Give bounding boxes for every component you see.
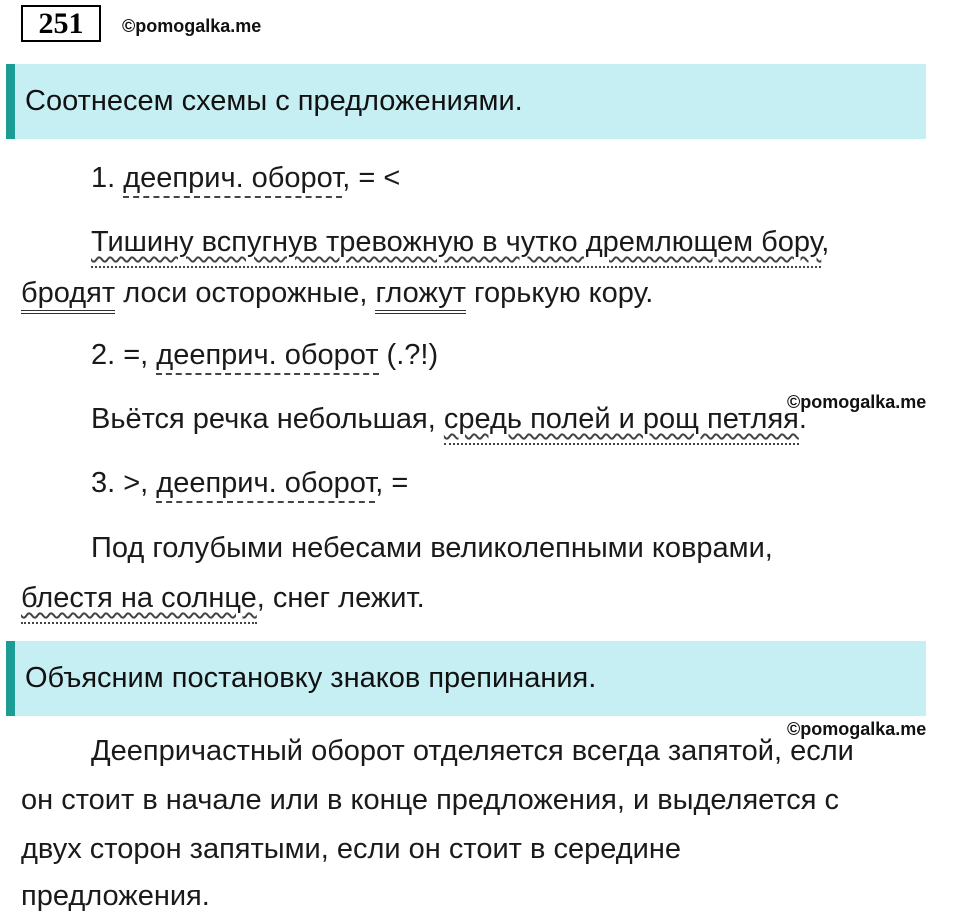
- watermark: ©pomogalka.me: [787, 719, 927, 739]
- scheme-oborot: дееприч. оборот: [156, 339, 378, 375]
- sentence-3-line-2: [21, 582, 425, 615]
- scheme-suffix: (.?!): [378, 339, 439, 371]
- scheme-suffix: , = <: [342, 162, 401, 194]
- sentence-text: , снег лежит.: [256, 582, 425, 614]
- watermark: ©pomogalka.me: [122, 16, 262, 36]
- scheme-2: [91, 339, 438, 372]
- sentence-text: горькую кору.: [465, 277, 654, 309]
- punctuation: .: [798, 403, 807, 435]
- section-title-banner: [6, 641, 926, 716]
- punctuation: ,: [821, 226, 830, 258]
- predicate: бродят: [21, 277, 115, 314]
- scheme-number: 3. >,: [91, 467, 157, 499]
- section-title-banner: [6, 64, 926, 139]
- scheme-number: 1.: [91, 162, 124, 194]
- scheme-oborot: дееприч. оборот: [123, 162, 342, 198]
- participle-phrase: средь полей и рощ петляя: [444, 403, 799, 445]
- scheme-3: [91, 467, 408, 500]
- participle-phrase: блестя на солнце: [21, 582, 257, 624]
- sentence-2: [91, 403, 807, 436]
- section-title: Объясним постановку знаков препинания.: [25, 662, 597, 694]
- predicate: гложут: [375, 277, 466, 314]
- scheme-oborot: дееприч. оборот: [156, 467, 375, 503]
- scheme-suffix: , =: [375, 467, 409, 499]
- explanation-line: двух сторон запятыми, если он стоит в середине: [21, 833, 681, 865]
- participle-phrase: Тишину вспугнув тревожную в чутко дремлющем бору: [91, 226, 821, 268]
- exercise-number: 251: [21, 5, 101, 42]
- explanation-line: он стоит в начале или в конце предложения, и выделяется с: [21, 784, 840, 816]
- scheme-1: [91, 162, 400, 195]
- sentence-1-line-1: [91, 226, 829, 259]
- sentence-3-line-1: Под голубыми небесами великолепными коврами,: [91, 532, 773, 564]
- section-title: Соотнесем схемы с предложениями.: [25, 85, 523, 117]
- sentence-text: лоси осторожные,: [115, 277, 376, 309]
- explanation-line: Деепричастный оборот отделяется всегда запятой, если: [91, 735, 854, 767]
- scheme-number: 2. =,: [91, 339, 157, 371]
- watermark: ©pomogalka.me: [787, 392, 927, 412]
- sentence-1-line-2: [21, 277, 653, 310]
- explanation-line: предложения.: [21, 880, 210, 912]
- sentence-text: Вьётся речка небольшая,: [91, 403, 444, 435]
